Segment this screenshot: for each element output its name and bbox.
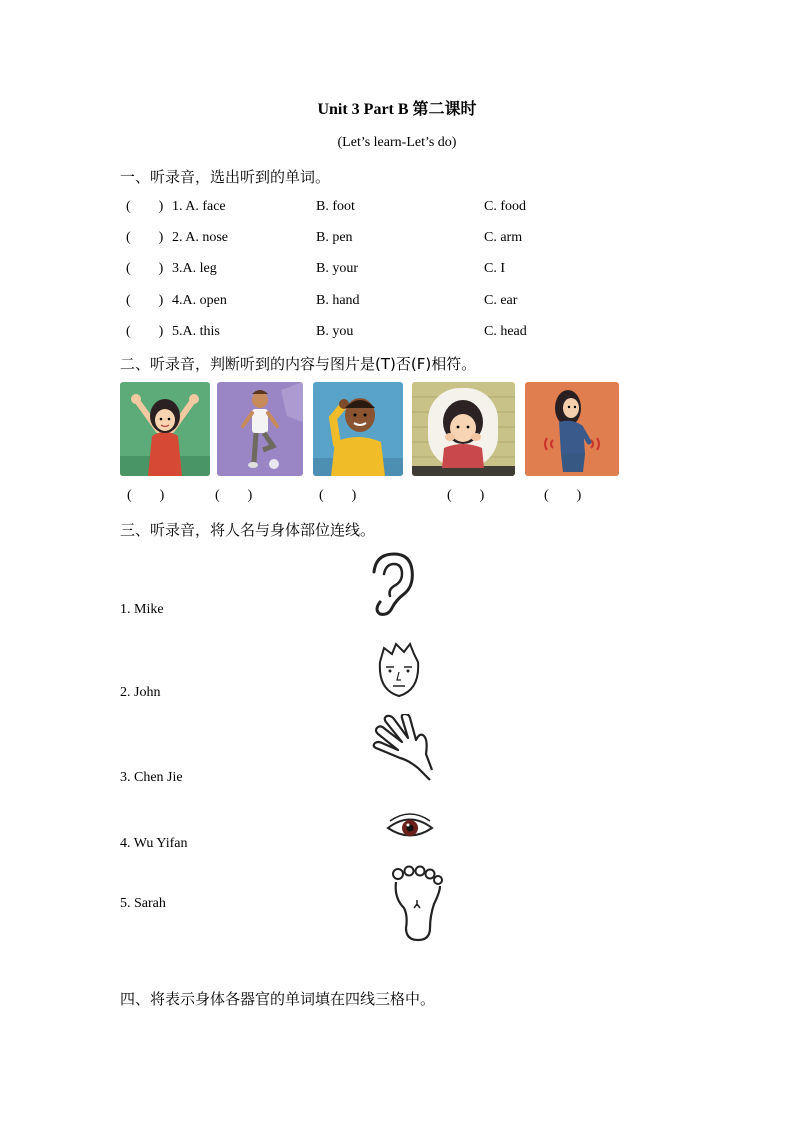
answer-blank[interactable]: ( ) <box>126 199 164 214</box>
eye-icon[interactable] <box>384 813 436 843</box>
name-label: 3. Chen Jie <box>120 770 183 785</box>
option-a: 3.A. leg <box>172 261 217 276</box>
option-c: C. head <box>484 324 527 339</box>
face-icon[interactable] <box>374 640 424 698</box>
ear-icon[interactable] <box>368 550 418 616</box>
option-a: 1. A. face <box>172 199 226 214</box>
option-c: C. food <box>484 199 526 214</box>
option-b: B. you <box>316 324 354 339</box>
page-title: Unit 3 Part B 第二课时 <box>317 101 477 118</box>
boy-touching-head-icon <box>313 382 403 476</box>
answer-blank[interactable]: ( ) <box>126 261 164 276</box>
tf-answer-blank[interactable]: ( ) <box>447 488 485 503</box>
option-b: B. pen <box>316 230 353 245</box>
option-c: C. arm <box>484 230 523 245</box>
question-row <box>126 199 686 219</box>
section2-heading: 二、听录音，判断听到的内容与图片是(T)否(F)相符。 <box>120 355 477 373</box>
option-c: C. ear <box>484 293 518 308</box>
girl-hands-on-face-icon <box>412 382 515 476</box>
question-row <box>126 324 686 344</box>
section3-heading: 三、听录音，将人名与身体部位连线。 <box>120 521 376 539</box>
section4-heading: 四、将表示身体各器官的单词填在四线三格中。 <box>120 990 436 1008</box>
name-label: 4. Wu Yifan <box>120 836 188 851</box>
name-label: 1. Mike <box>120 602 164 617</box>
option-a: 5.A. this <box>172 324 220 339</box>
option-c: C. I <box>484 261 505 276</box>
option-a: 2. A. nose <box>172 230 228 245</box>
section1-heading: 一、听录音，选出听到的单词。 <box>120 168 331 186</box>
girl-shaking-body-icon <box>525 382 619 476</box>
name-label: 2. John <box>120 685 161 700</box>
boy-lifting-leg-icon <box>217 382 303 476</box>
page-subtitle: (Let’s learn-Let’s do) <box>337 135 457 150</box>
answer-blank[interactable]: ( ) <box>126 324 164 339</box>
option-a: 4.A. open <box>172 293 227 308</box>
hand-icon[interactable] <box>370 714 434 782</box>
tf-answer-blank[interactable]: ( ) <box>319 488 357 503</box>
option-b: B. foot <box>316 199 355 214</box>
name-label: 5. Sarah <box>120 896 166 911</box>
answer-blank[interactable]: ( ) <box>126 293 164 308</box>
answer-blank[interactable]: ( ) <box>126 230 164 245</box>
girl-raising-hands-icon <box>120 382 210 476</box>
option-b: B. hand <box>316 293 360 308</box>
question-row <box>126 293 686 313</box>
question-row <box>126 230 686 250</box>
foot-icon[interactable] <box>390 864 446 942</box>
option-b: B. your <box>316 261 358 276</box>
tf-answer-blank[interactable]: ( ) <box>544 488 582 503</box>
tf-answer-blank[interactable]: ( ) <box>127 488 165 503</box>
question-row <box>126 261 686 281</box>
tf-answer-blank[interactable]: ( ) <box>215 488 253 503</box>
